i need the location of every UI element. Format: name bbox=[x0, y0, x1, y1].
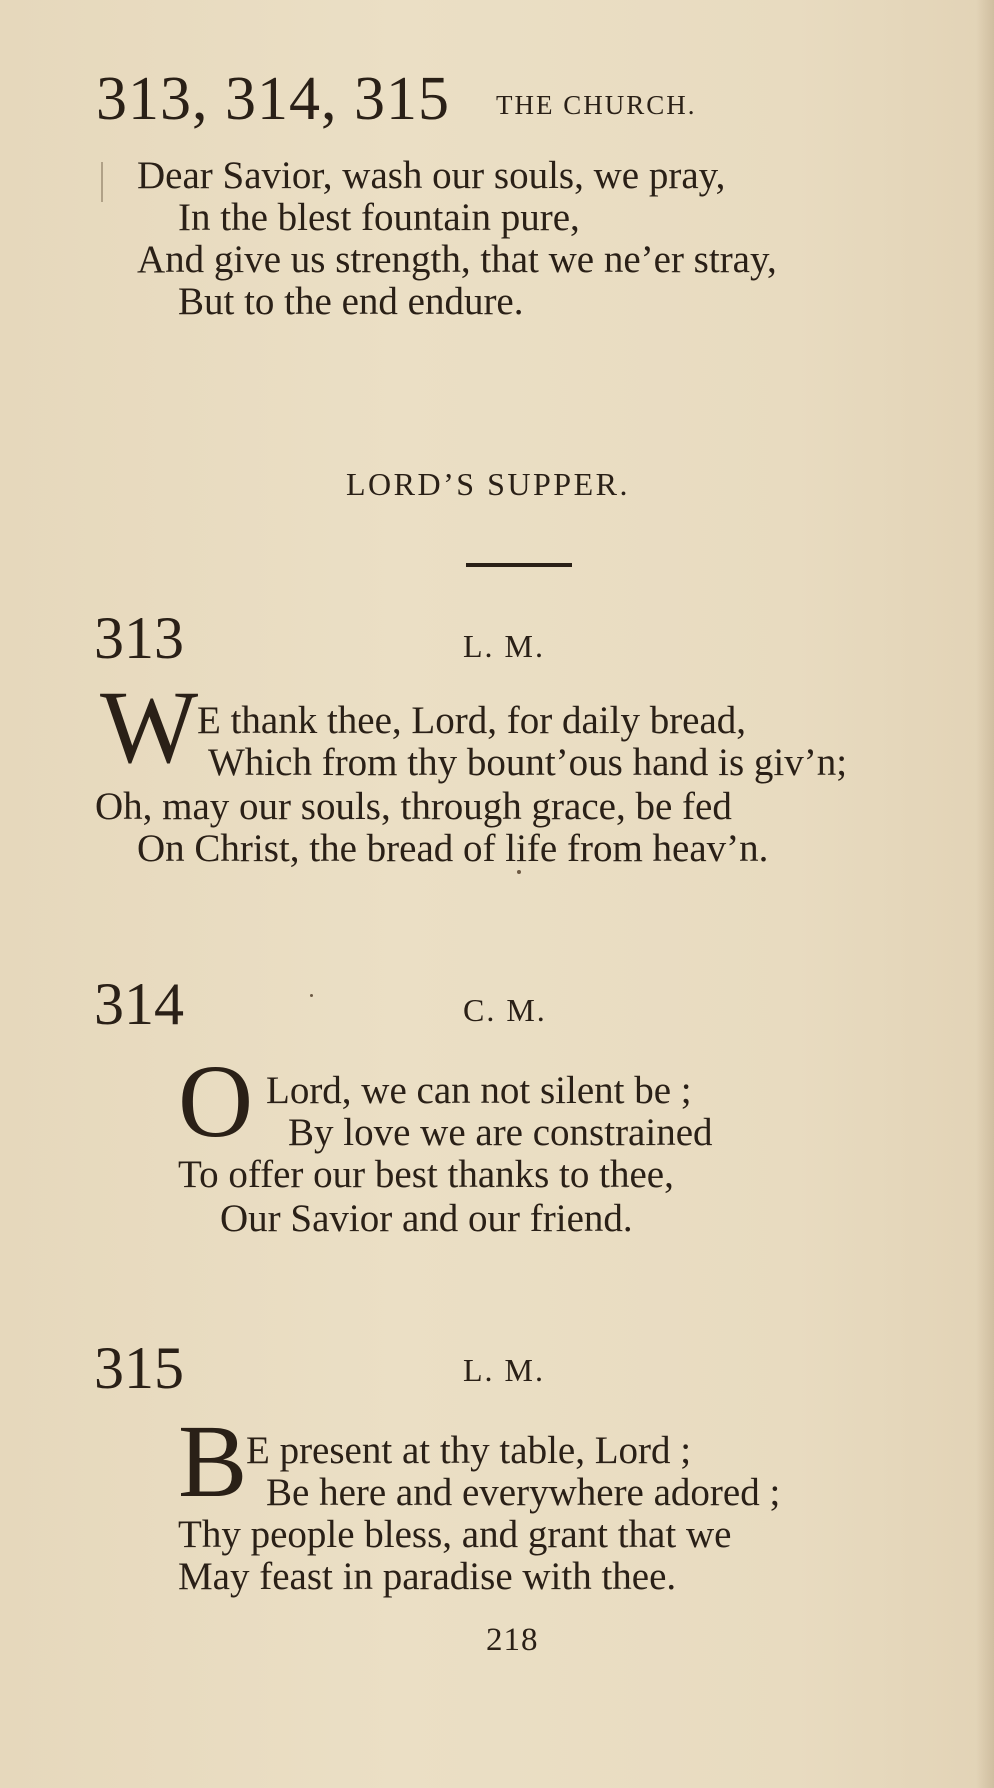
intro-line-3: And give us strength, that we ne’er stray, bbox=[137, 238, 777, 281]
margin-mark bbox=[101, 162, 103, 202]
hymn-line-3: Oh, may our souls, through grace, be fed bbox=[95, 785, 732, 828]
intro-line-1: Dear Savior, wash our souls, we pray, bbox=[137, 154, 726, 197]
intro-line-4: But to the end endure. bbox=[178, 280, 524, 323]
hymn-line-2: By love we are constrained bbox=[288, 1111, 713, 1154]
intro-line-2: In the blest fountain pure, bbox=[178, 196, 580, 239]
hymn-line-4: On Christ, the bread of life from heav’n. bbox=[137, 827, 769, 870]
hymn-line-3: To offer our best thanks to thee, bbox=[178, 1153, 674, 1196]
ink-speck bbox=[310, 994, 313, 997]
hymn-line-1: E thank thee, Lord, for daily bread, bbox=[197, 699, 747, 742]
hymn-meter: C. M. bbox=[463, 992, 547, 1028]
dropcap: W bbox=[100, 670, 199, 785]
hymn-meter: L. M. bbox=[463, 628, 545, 664]
hymn-line-1: E present at thy table, Lord ; bbox=[246, 1429, 692, 1472]
page-number: 218 bbox=[486, 1622, 539, 1658]
dropcap: O bbox=[178, 1044, 254, 1159]
hymn-meter: L. M. bbox=[463, 1352, 545, 1388]
hymn-line-2: Be here and everywhere adored ; bbox=[266, 1471, 781, 1514]
hymn-line-1: Lord, we can not silent be ; bbox=[266, 1069, 692, 1112]
hymn-line-4: Our Savior and our friend. bbox=[220, 1197, 633, 1240]
dropcap: B bbox=[178, 1404, 248, 1519]
section-divider bbox=[466, 563, 572, 567]
hymn-number: 315 bbox=[94, 1335, 184, 1401]
hymn-line-3: Thy people bless, and grant that we bbox=[178, 1513, 732, 1556]
hymn-line-4: May feast in paradise with thee. bbox=[178, 1555, 677, 1598]
hymn-line-2: Which from thy bount’ous hand is giv’n; bbox=[208, 741, 848, 784]
ink-speck bbox=[517, 870, 521, 874]
section-title: LORD’S SUPPER. bbox=[346, 466, 630, 502]
running-header-hymn-numbers: 313, 314, 315 bbox=[96, 65, 450, 133]
hymn-number: 314 bbox=[94, 971, 184, 1037]
hymn-number: 313 bbox=[94, 605, 184, 671]
running-header-section: THE CHURCH. bbox=[496, 90, 697, 120]
